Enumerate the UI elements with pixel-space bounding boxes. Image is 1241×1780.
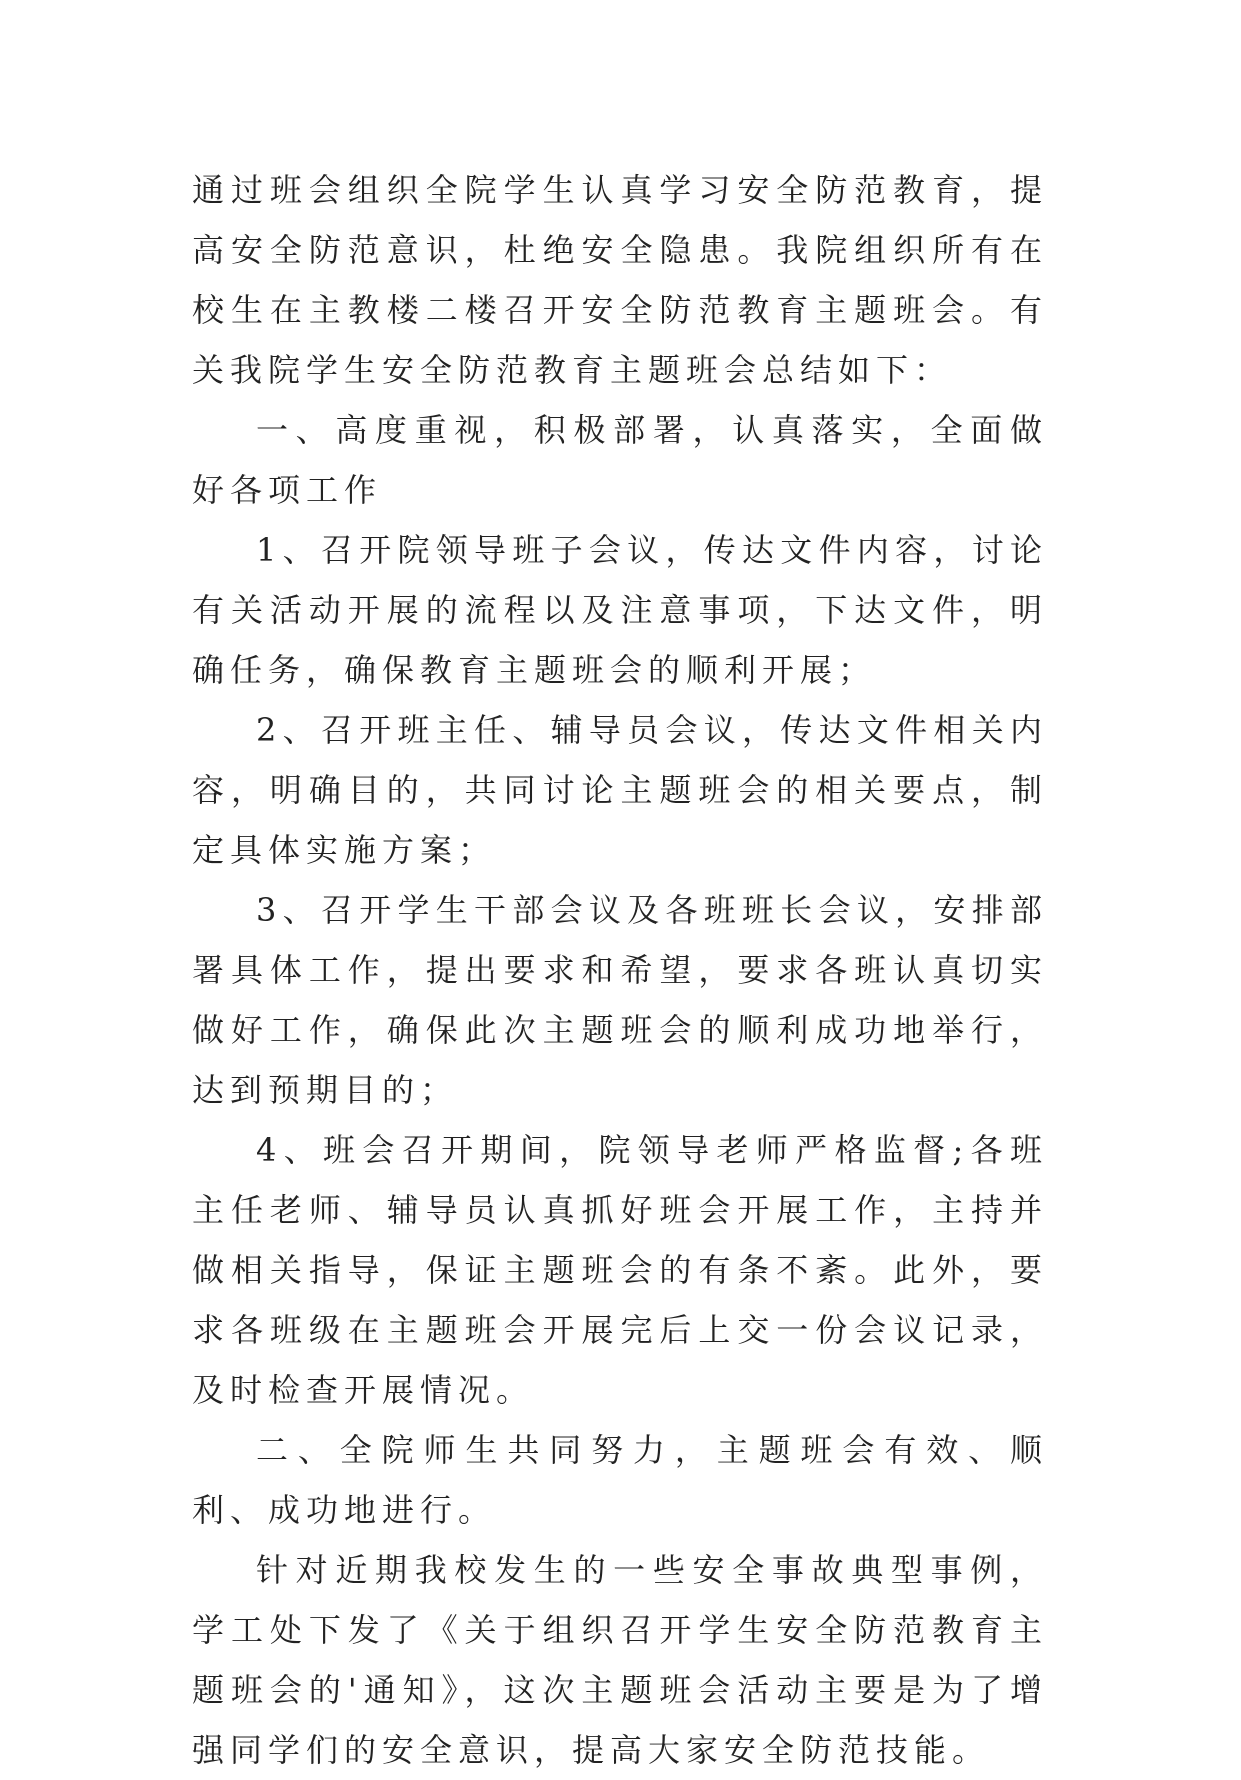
paragraph-closing: 针对近期我校发生的一些安全事故典型事例，学工处下发了《关于组织召开学生安全防范教育主题班会的'通知》，这次主题班会活动主要是为了增强同学们的安全意识，提高大家安全防范技能。 bbox=[192, 1551, 1048, 1769]
paragraph-item-4: 4、班会召开期间，院领导老师严格监督;各班主任老师、辅导员认真抓好班会开展工作，主持并做相关指导，保证主题班会的有条不紊。此外，要求各班级在主题班会开展完后上交一份会议记录，及时检查开展情况。 bbox=[192, 1131, 1048, 1409]
document-body bbox=[192, 160, 1048, 1780]
paragraph-item-3: 3、召开学生干部会议及各班班长会议，安排部署具体工作，提出要求和希望，要求各班认真切实做好工作，确保此次主题班会的顺利成功地举行，达到预期目的； bbox=[192, 891, 1048, 1109]
paragraph-intro: 通过班会组织全院学生认真学习安全防范教育，提高安全防范意识，杜绝安全隐患。我院组织所有在校生在主教楼二楼召开安全防范教育主题班会。有关我院学生安全防范教育主题班会总结如下： bbox=[192, 171, 1048, 389]
paragraph-item-1: 1、召开院领导班子会议，传达文件内容，讨论有关活动开展的流程以及注意事项，下达文件，明确任务，确保教育主题班会的顺利开展； bbox=[192, 531, 1048, 689]
paragraph-item-2: 2、召开班主任、辅导员会议，传达文件相关内容，明确目的，共同讨论主题班会的相关要点，制定具体实施方案； bbox=[192, 711, 1048, 869]
paragraph-section-two-heading: 二、全院师生共同努力，主题班会有效、顺利、成功地进行。 bbox=[192, 1431, 1048, 1529]
paragraph-section-one-heading: 一、高度重视，积极部署，认真落实，全面做好各项工作 bbox=[192, 411, 1048, 509]
